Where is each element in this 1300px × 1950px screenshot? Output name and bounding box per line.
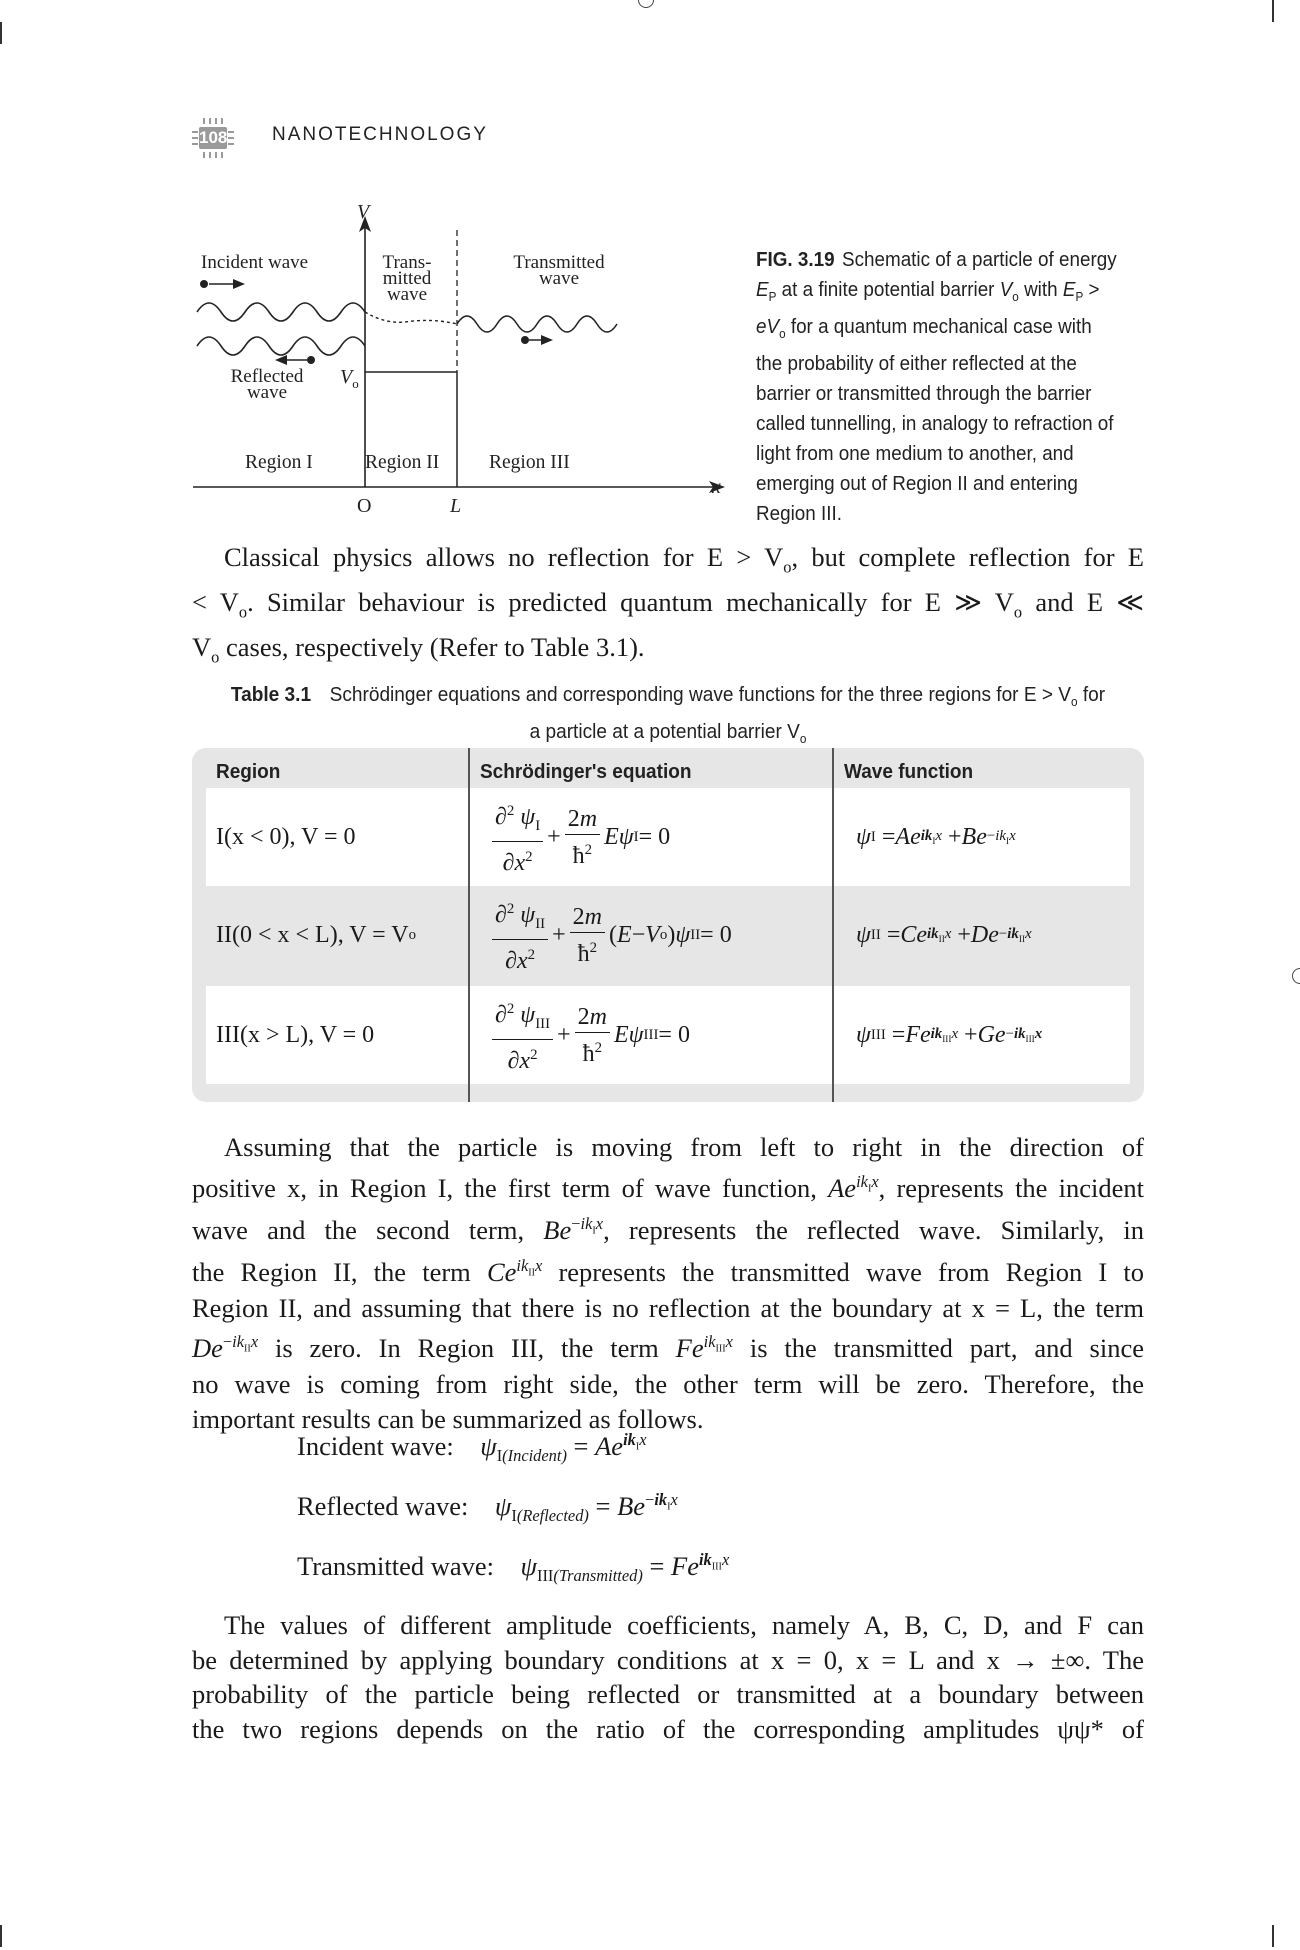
incident-label: Incident wave <box>201 252 309 273</box>
transmitted-wave-equation: Transmitted wave: $\psi_{III(Transmitted)} = Fe^{ik_{III}x}$ <box>297 1550 730 1586</box>
table-header-equation: Schrödinger's equation <box>480 761 692 783</box>
registration-mark <box>638 0 654 8</box>
registration-mark <box>1292 968 1300 984</box>
transmitted-wave <box>457 316 617 332</box>
figure-label: FIG. 3.19 <box>756 248 835 271</box>
reflected-wave-equation: Reflected wave: $\psi_{I(Reflected)} = Be^{-ik_Ix}$ <box>297 1490 678 1526</box>
table-caption: Table 3.1 Schrödinger equations and corresponding wave functions for the three regions for $E > V_o$ for a particle at a potential barrier $V_o$ <box>230 683 1106 747</box>
region-2-label: Region II <box>365 452 440 473</box>
wavefunction-cell: ψ I = Ae $ik_Ix$ + Be $-ik_Ix$ <box>856 823 1016 850</box>
paragraph-assuming: Assuming that the particle is moving from left to right in the direction of positive x, in Region I, the first term of wave function, $Ae^{ik_Ix}$, represents the incident wave and the second term, $Be^{-ik_Ix}$, represents the reflected wave. Similarly, in the Region II, the term $Ce^{ik_{II}x}$ represents the transmitted wave from Region I to Region II, and assuming that there is no reflection at the boundary at x = L, the term $De^{-ik_{II}x}$ is zero. In Region III, the term $Fe^{ik_{III}x}$ is the transmitted part, and since no wave is coming from right side, the other term will be zero. Therefore, the important results can be summarized as follows. <box>192 1132 1145 1435</box>
incident-wave <box>197 303 365 321</box>
region-cell: II(0 < x < L), V = V o <box>216 921 417 948</box>
transmitted-arrow <box>541 335 553 345</box>
equation-cell: $\frac{\partial^2 \psi_{II}}{\partial x^2}$ + $\frac{2m}{ħ^2}$ ( E − V o ) ψ II = 0 <box>488 886 732 984</box>
region-cell: III(x > L), V = 0 <box>216 1021 375 1048</box>
equation-cell: $\frac{\partial^2 \psi_{III}}{\partial x^2}$ + $\frac{2m}{ħ^2}$ E ψ III = 0 <box>488 986 690 1084</box>
transmitted-barrier-wave <box>365 312 457 324</box>
origin-label: O <box>357 495 372 517</box>
schrodinger-table <box>192 748 1144 1102</box>
crop-mark <box>1272 0 1274 22</box>
transmitted-label: Transmitted wave <box>513 252 605 289</box>
incident-wave-equation: Incident wave: $\psi_{I(Incident)} = Ae^{ik_Ix}$ <box>297 1430 647 1466</box>
trans-mitted-label: Trans-mitted wave <box>382 252 432 305</box>
table-header-wavefunction: Wave function <box>844 761 974 783</box>
column-divider <box>832 748 834 1102</box>
region-cell: I(x < 0), V = 0 <box>216 823 356 850</box>
wavefunction-cell: ψ III = Fe $ik_{III}x$ + Ge $-ik_{III}x$ <box>856 1021 1043 1048</box>
page-number: 108 <box>199 128 228 147</box>
figure-caption: FIG. 3.19 Schematic of a particle of energy $E_P$ at a finite potential barrier $V_o$ with $E_P > eV_o$ for a quantum mechanical case with the probability of either reflected at the barrier or transmitted through the barrier called tunnelling, in analogy to refraction of light from one medium to another, and emerging out of Region II and entering Region III. <box>756 248 1117 526</box>
region-3-label: Region III <box>489 452 570 473</box>
v0-label: $V_o$ <box>340 366 359 391</box>
reflected-particle <box>307 356 315 364</box>
equation-cell: $\frac{\partial^2 \psi_I}{\partial x^2}$ + $\frac{2m}{ħ^2}$ E ψ I = 0 <box>488 788 670 886</box>
region-1-label: Region I <box>245 452 313 473</box>
running-head: NANOTECHNOLOGY <box>272 124 488 145</box>
axis-x-label: x <box>712 476 721 498</box>
crop-mark <box>0 22 2 44</box>
incident-particle <box>200 280 208 288</box>
incident-arrow <box>233 279 245 289</box>
boundary-label: L <box>450 495 462 517</box>
wavefunction-cell: ψ II = Ce $ik_{II}x$ + De $-ik_{II}x$ <box>856 921 1032 948</box>
transmitted-particle <box>521 336 529 344</box>
table-header-region: Region <box>216 761 281 783</box>
crop-mark <box>0 1925 2 1947</box>
paragraph-classical: Classical physics allows no reflection for $E > V_o$, but complete reflection for E < $V_o$. Similar behaviour is predicted quantum mechanically for E ≫ $V_o$ and E ≪ $V_o$ cases, respectively (Refer to Table 3.1). <box>192 542 1144 667</box>
paragraph-amplitudes: The values of different amplitude coefficients, namely A, B, C, D, and F can be determined by applying boundary conditions at x = 0, x = L and x → ±∞. The probability of the particle being reflected or transmitted at a boundary between the two regions depends on the ratio of the corresponding amplitudes ψψ* of <box>192 1610 1144 1745</box>
table-row <box>206 886 1130 984</box>
column-divider <box>468 748 470 1102</box>
table-label: Table 3.1 <box>230 683 312 706</box>
chip-icon <box>190 116 234 160</box>
crop-mark <box>1272 1925 1274 1947</box>
reflected-label: Reflected wave <box>230 366 304 403</box>
axis-v-label: V <box>357 201 370 223</box>
reflected-arrow <box>275 355 287 365</box>
table-row <box>206 986 1130 1084</box>
potential-barrier-figure <box>185 200 735 520</box>
reflected-wave <box>197 337 365 355</box>
table-row <box>206 788 1130 886</box>
